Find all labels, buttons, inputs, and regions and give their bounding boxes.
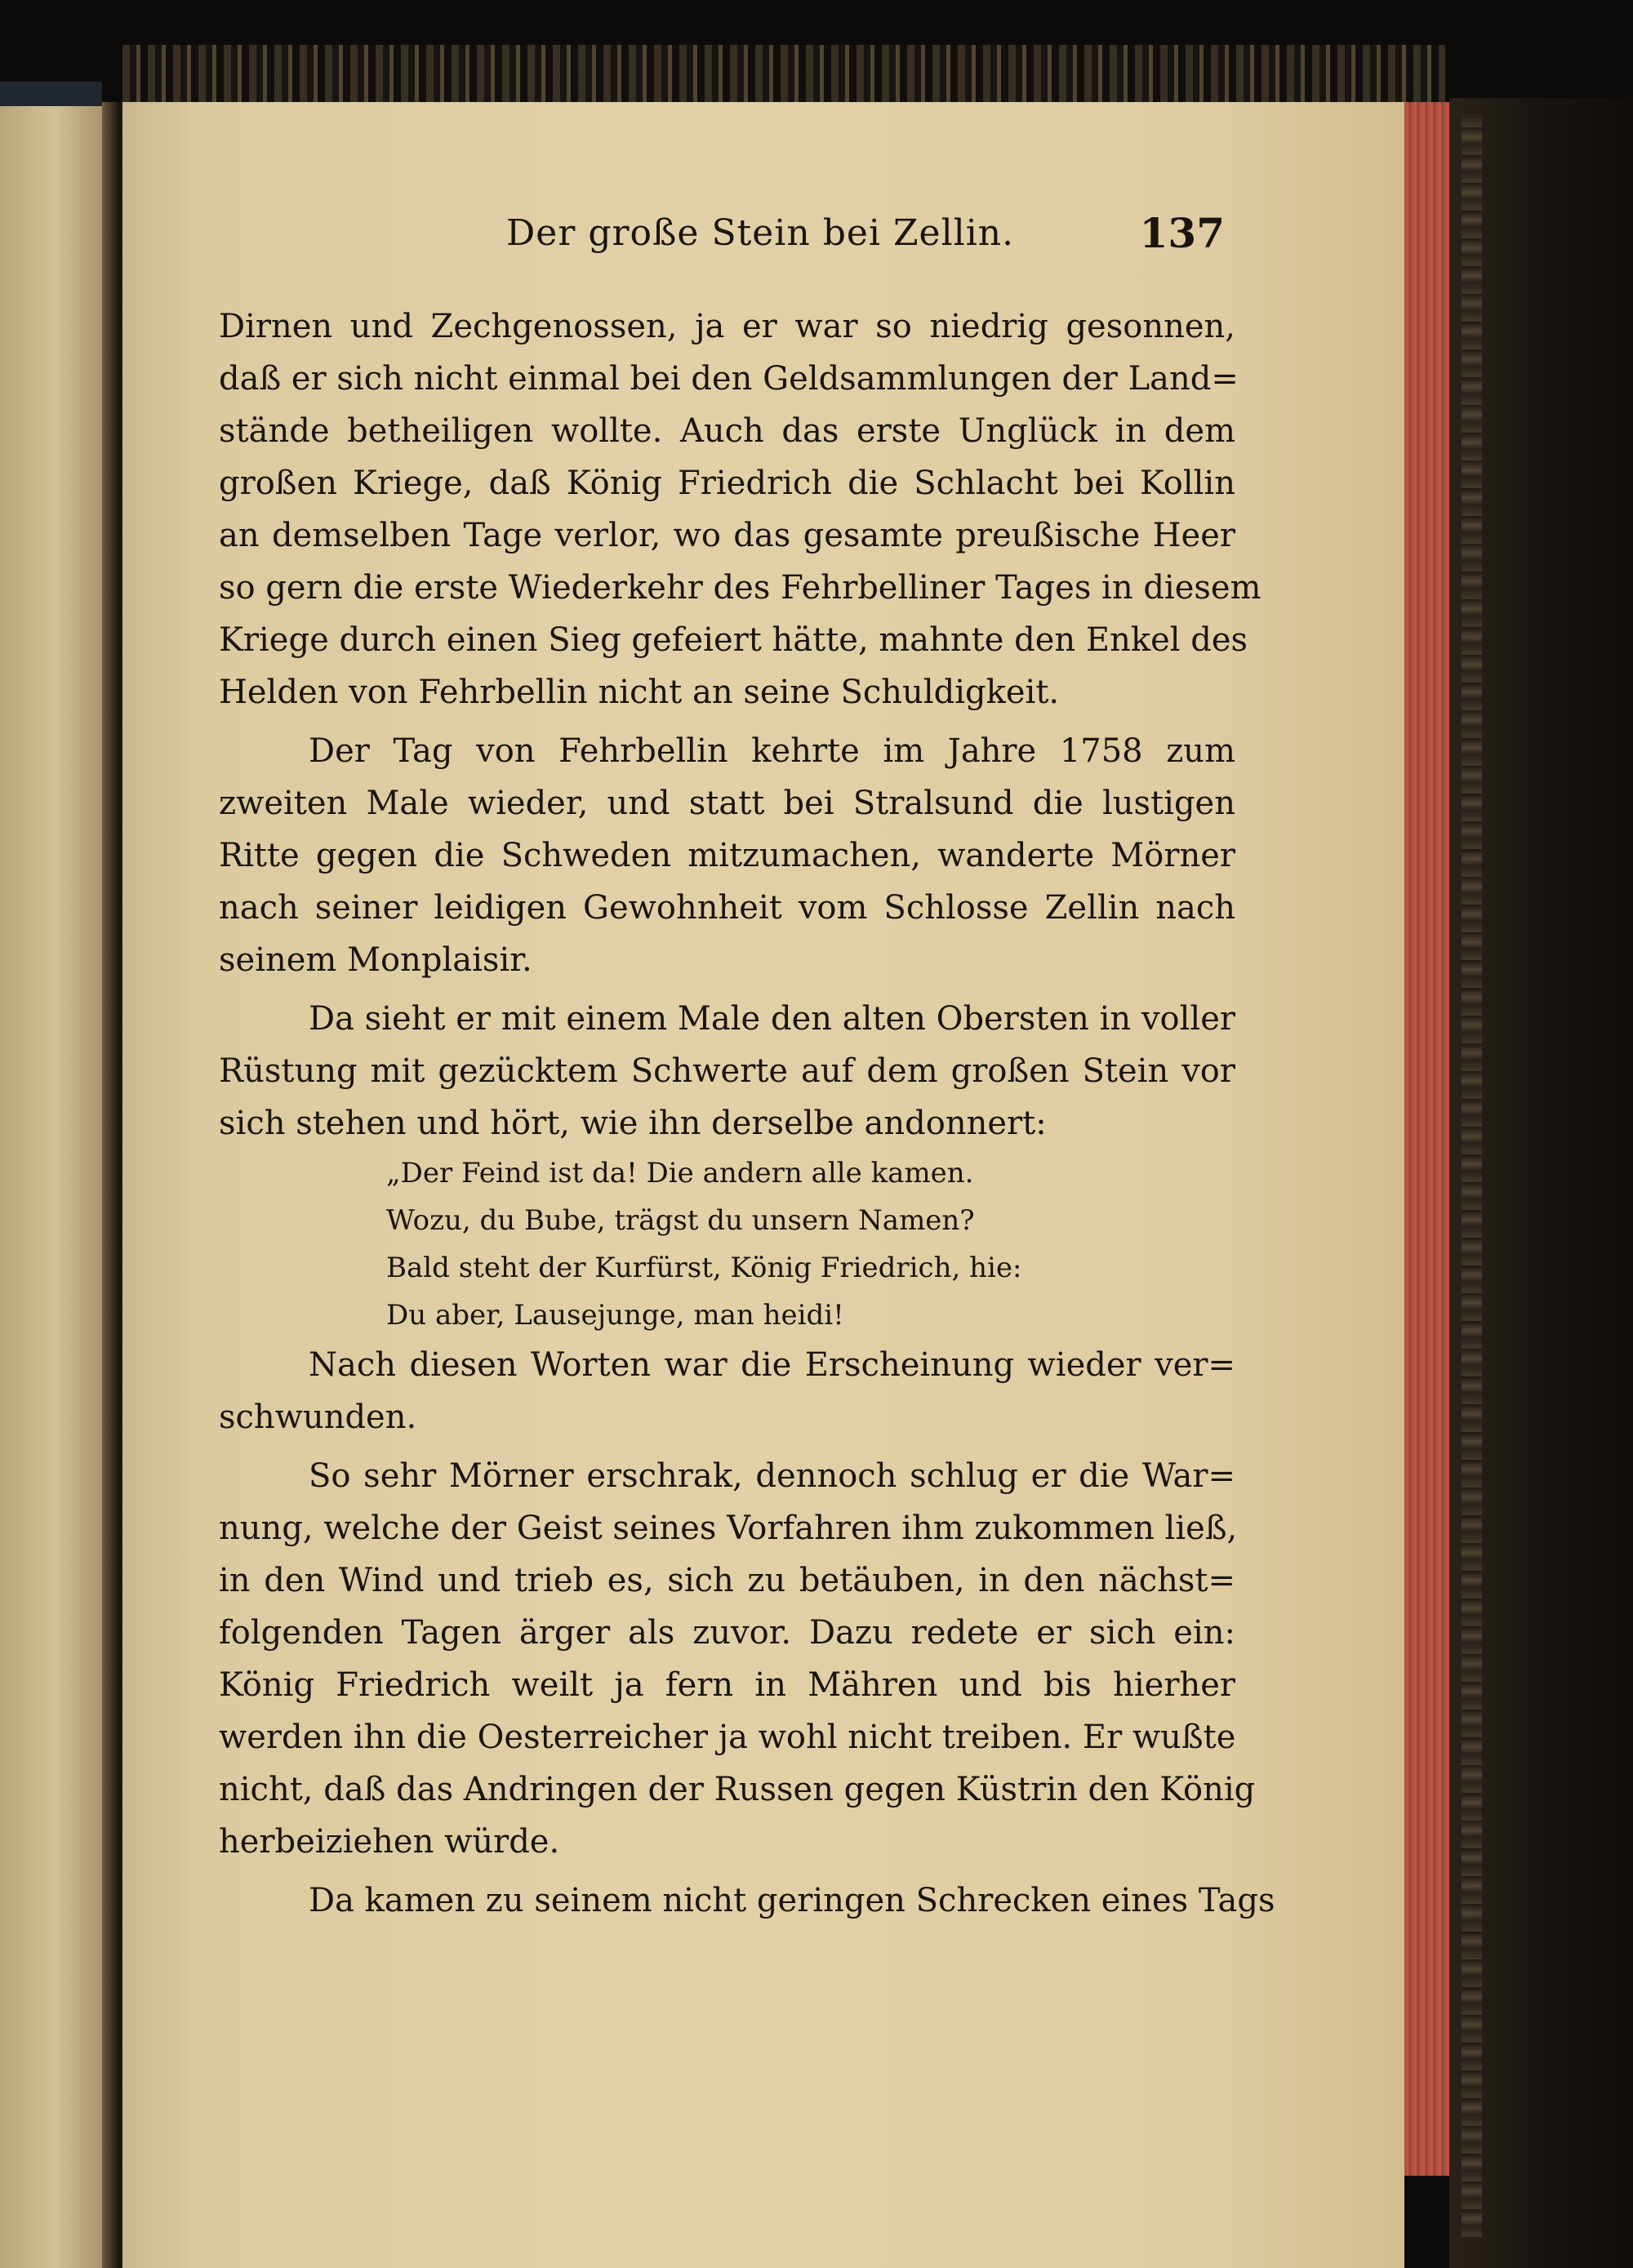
- verse-line: Du aber, Lausejunge, man heidi!: [386, 1299, 844, 1332]
- paragraph-2: [219, 725, 1235, 986]
- text-line: daß er sich nicht einmal bei den Geldsammlungen der Land=: [219, 360, 1239, 398]
- page-header: [506, 209, 1241, 261]
- text-line: so gern die erste Wiederkehr des Fehrbelliner Tages in diesem: [219, 569, 1261, 607]
- text-line: Ritte gegen die Schweden mitzumachen, wanderte Mörner: [219, 837, 1235, 874]
- paragraph-gap: [219, 718, 1235, 725]
- verse-line: Wozu, du Bube, trägst du unsern Namen?: [386, 1204, 975, 1237]
- left-page-edge: [0, 106, 102, 2268]
- body-text: [219, 300, 1275, 1927]
- text-line: werden ihn die Oesterreicher ja wohl nicht treiben. Er wußte: [219, 1719, 1236, 1756]
- verse-line: „Der Feind ist da! Die andern alle kamen.: [386, 1157, 974, 1190]
- paragraph-4: [219, 1339, 1235, 1443]
- text-line: Da sieht er mit einem Male den alten Obersten in voller: [309, 1000, 1235, 1038]
- running-head: Der große Stein bei Zellin.: [506, 212, 1015, 254]
- cover-spine-texture: [1462, 114, 1482, 2237]
- red-page-edges: [1404, 102, 1449, 2176]
- text-line: seinem Monplaisir.: [219, 941, 532, 979]
- text-line: stände betheiligen wollte. Auch das erste Unglück in dem: [219, 412, 1235, 450]
- verse-line: Bald steht der Kurfürst, König Friedrich, hie:: [386, 1252, 1022, 1284]
- verse-quote: [219, 1150, 1235, 1339]
- text-line: zweiten Male wieder, und statt bei Stralsund die lustigen: [219, 785, 1235, 822]
- text-line: schwunden.: [219, 1399, 417, 1436]
- left-book-cover: [0, 82, 102, 106]
- text-line: nicht, daß das Andringen der Russen gegen Küstrin den König: [219, 1771, 1256, 1808]
- text-line: nach seiner leidigen Gewohnheit vom Schlosse Zellin nach: [219, 889, 1235, 927]
- paragraph-gap: [219, 1443, 1235, 1450]
- text-line: in den Wind und trieb es, sich zu betäuben, in den nächst=: [219, 1562, 1235, 1599]
- paragraph-gap: [219, 986, 1235, 993]
- text-line: Da kamen zu seinem nicht geringen Schrecken eines Tags: [309, 1882, 1275, 1919]
- paragraph-3: [219, 993, 1235, 1150]
- paragraph-5: [219, 1450, 1256, 1868]
- text-line: Rüstung mit gezücktem Schwerte auf dem großen Stein vor: [219, 1052, 1235, 1090]
- text-line: König Friedrich weilt ja fern in Mähren und bis hierher: [219, 1666, 1235, 1704]
- text-line: Helden von Fehrbellin nicht an seine Schuldigkeit.: [219, 674, 1060, 711]
- paragraph-6: [219, 1874, 1275, 1927]
- text-line: Dirnen und Zechgenossen, ja er war so niedrig gesonnen,: [219, 308, 1235, 345]
- text-line: folgenden Tagen ärger als zuvor. Dazu redete er sich ein:: [219, 1614, 1235, 1652]
- text-line: an demselben Tage verlor, wo das gesamte preußische Heer: [219, 517, 1235, 554]
- text-line: So sehr Mörner erschrak, dennoch schlug er die War=: [309, 1457, 1235, 1495]
- text-line: großen Kriege, daß König Friedrich die Schlacht bei Kollin: [219, 465, 1235, 502]
- text-line: Der Tag von Fehrbellin kehrte im Jahre 1758 zum: [309, 732, 1235, 770]
- text-line: herbeiziehen würde.: [219, 1823, 560, 1861]
- text-line: nung, welche der Geist seines Vorfahren ihm zukommen ließ,: [219, 1510, 1238, 1547]
- text-line: sich stehen und hört, wie ihn derselbe andonnert:: [219, 1105, 1047, 1142]
- page-number: 137: [1139, 209, 1225, 257]
- paragraph-1: [219, 300, 1261, 718]
- paragraph-gap: [219, 1868, 1235, 1874]
- text-line: Nach diesen Worten war die Erscheinung wieder ver=: [309, 1346, 1235, 1384]
- text-line: Kriege durch einen Sieg gefeiert hätte, mahnte den Enkel des: [219, 621, 1248, 659]
